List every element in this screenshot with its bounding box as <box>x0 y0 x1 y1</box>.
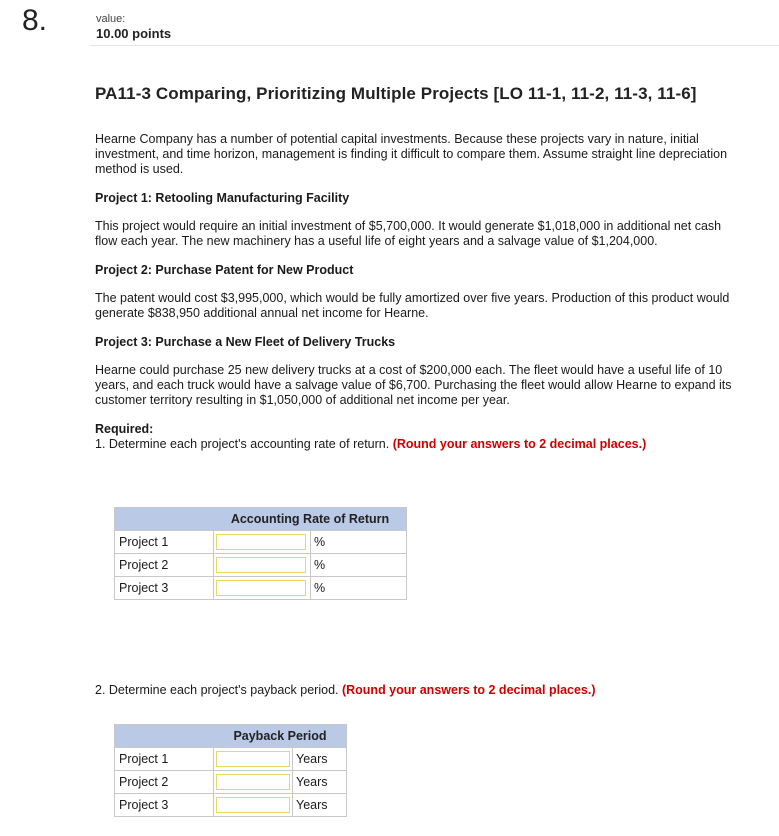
input-cell <box>214 794 293 817</box>
input-cell <box>214 577 311 600</box>
row-label: Project 3 <box>115 577 214 600</box>
header-divider <box>90 45 779 46</box>
required-part-2 <box>95 683 745 698</box>
accounting-rate-header: Accounting Rate of Return <box>214 508 407 531</box>
project-3-heading: Project 3: Purchase a New Fleet of Delivery Trucks <box>95 335 396 349</box>
table-row <box>115 771 347 794</box>
table-row <box>115 577 407 600</box>
row-label: Project 3 <box>115 794 214 817</box>
part-2-rounding-note: (Round your answers to 2 decimal places.) <box>341 683 596 697</box>
input-cell <box>214 771 293 794</box>
unit-label: Years <box>293 794 347 817</box>
row-label: Project 1 <box>115 748 214 771</box>
project-3-text: Hearne could purchase 25 new delivery trucks at a cost of $200,000 each. The fleet would have a useful life of 10 years, and each truck would have a salvage value of $6,700. Purchasing the fleet would allow Hearne to expand its customer territory resulting in $1,050,000 of additional net income per year. <box>95 363 732 407</box>
unit-label: Years <box>293 748 347 771</box>
project-1-arr-input[interactable] <box>216 534 306 550</box>
row-label: Project 2 <box>115 771 214 794</box>
row-label: Project 1 <box>115 531 214 554</box>
project-2-text: The patent would cost $3,995,000, which would be fully amortized over five years. Production of this product would generate $838,950 additional annual net income for Hearne. <box>95 291 730 320</box>
unit-label: % <box>311 531 407 554</box>
table-row <box>115 748 347 771</box>
input-cell <box>214 748 293 771</box>
problem-intro: Hearne Company has a number of potential capital investments. Because these projects vary in nature, initial investment, and time horizon, management is finding it difficult to compare them. Assume straight line depreciation method is used. <box>95 132 728 176</box>
project-2-payback-input[interactable] <box>216 774 290 790</box>
unit-label: % <box>311 577 407 600</box>
problem-title: PA11-3 Comparing, Prioritizing Multiple Projects [LO 11-1, 11-2, 11-3, 11-6] <box>95 84 697 103</box>
payback-period-header: Payback Period <box>214 725 347 748</box>
required-label: Required: <box>95 422 154 436</box>
project-3-arr-input[interactable] <box>216 580 306 596</box>
table-row <box>115 531 407 554</box>
input-cell <box>214 554 311 577</box>
value-label: value: <box>96 13 126 25</box>
project-2-heading: Project 2: Purchase Patent for New Product <box>95 263 354 277</box>
required-part-1 <box>95 437 735 452</box>
table-row <box>115 794 347 817</box>
project-2-arr-input[interactable] <box>216 557 306 573</box>
row-label: Project 2 <box>115 554 214 577</box>
table-header-row <box>115 508 407 531</box>
table-header-blank <box>115 725 214 748</box>
project-1-text: This project would require an initial investment of $5,700,000. It would generate $1,018,000 in additional net cash flow each year. The new machinery has a useful life of eight years and a salvage value of $1,204,000. <box>95 219 722 248</box>
part-1-text: 1. Determine each project's accounting rate of return. <box>95 437 393 451</box>
part-2-text: 2. Determine each project's payback period. <box>95 683 342 697</box>
project-1-payback-input[interactable] <box>216 751 290 767</box>
value-points: 10.00 points <box>96 26 172 41</box>
part-1-rounding-note: (Round your answers to 2 decimal places.) <box>392 437 647 451</box>
unit-label: Years <box>293 771 347 794</box>
project-3-payback-input[interactable] <box>216 797 290 813</box>
question-number: 8. <box>22 4 48 37</box>
table-row <box>115 554 407 577</box>
table-header-row <box>115 725 347 748</box>
problem-content <box>95 84 735 452</box>
accounting-rate-table <box>114 507 407 600</box>
input-cell <box>214 531 311 554</box>
payback-period-table <box>114 724 347 817</box>
table-header-blank <box>115 508 214 531</box>
unit-label: % <box>311 554 407 577</box>
project-1-heading: Project 1: Retooling Manufacturing Facility <box>95 191 350 205</box>
